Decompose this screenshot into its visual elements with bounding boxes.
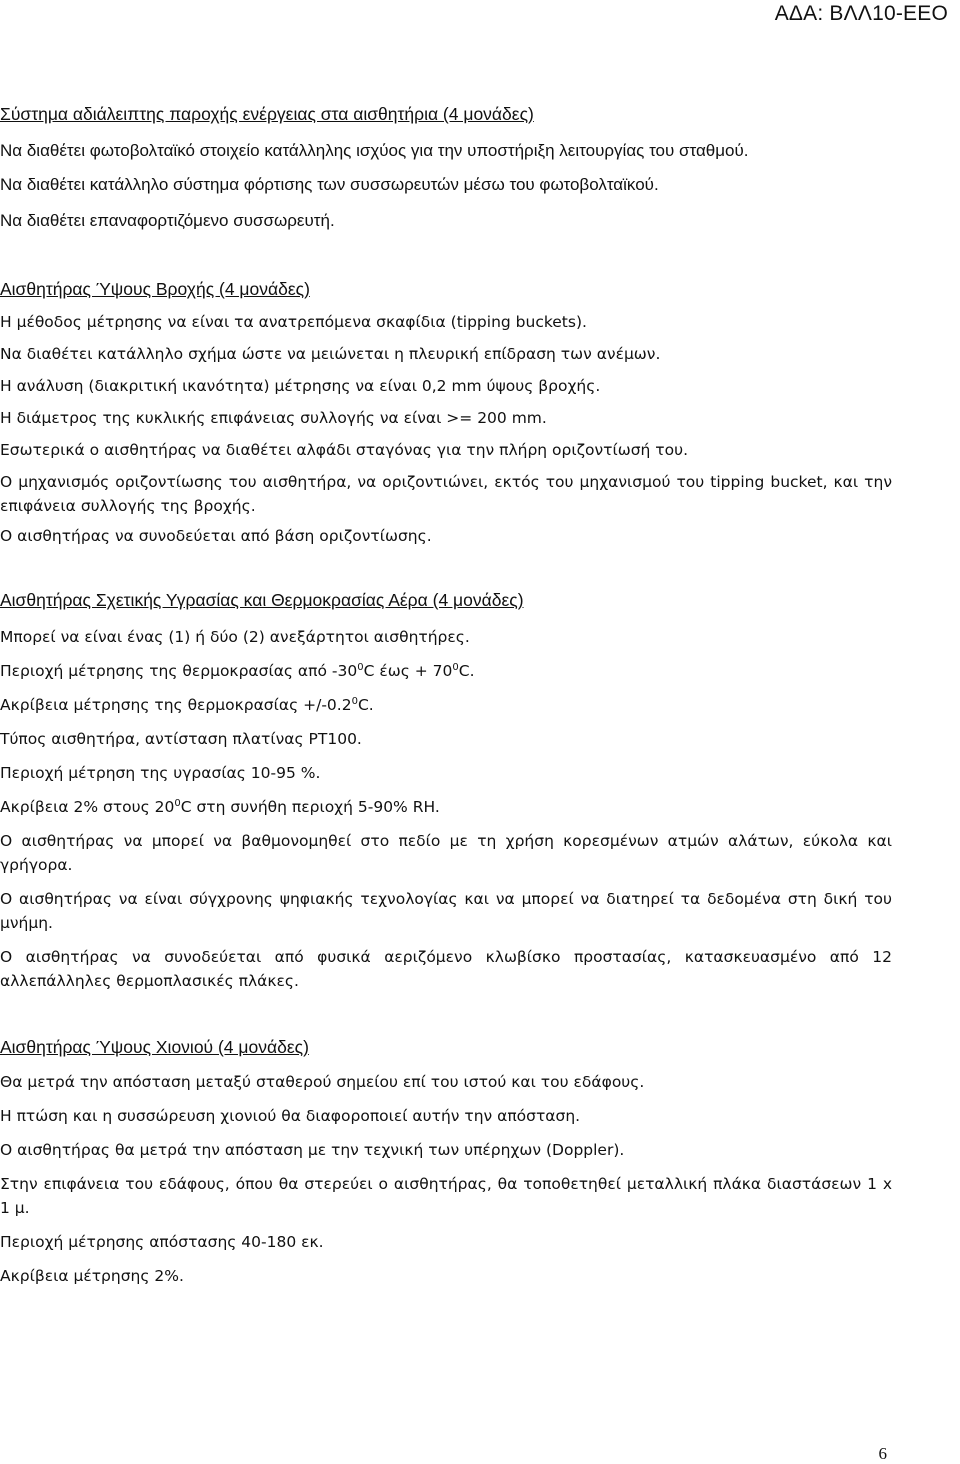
section-rain-gauge (0, 279, 892, 548)
spec-line-temperature-range (0, 659, 892, 683)
spec-line: Θα μετρά την απόσταση μεταξύ σταθερού σημείου επί του ιστού και του εδάφους. (0, 1073, 645, 1091)
spec-line: Ο μηχανισμός οριζοντίωσης του αισθητήρα, να οριζοντιώνει, εκτός του μηχανισμού του tipping bucket, και την επιφάνεια συλλογής της βροχής. (0, 473, 892, 515)
spec-line: Εσωτερικά ο αισθητήρας να διαθέτει αλφάδι σταγόνας για την πλήρη οριζοντίωσή του. (0, 441, 689, 459)
spec-line-temperature-accuracy (0, 693, 892, 717)
spec-line: Περιοχή μέτρηση της υγρασίας 10-95 %. (0, 764, 321, 782)
section-title: Σύστημα αδιάλειπτης παροχής ενέργειας στα αισθητήρια (4 μονάδες) (0, 104, 534, 124)
document-body (0, 104, 892, 1288)
temp-range-text-b: C έως + 70 (363, 662, 453, 680)
humidity-accuracy-text-b: C στη συνήθη περιοχή 5-90% RH. (180, 798, 440, 816)
degree-superscript: 0 (351, 696, 358, 707)
spec-line: Η ανάλυση (διακριτική ικανότητα) μέτρησης να είναι 0,2 mm ύψους βροχής. (0, 377, 601, 395)
degree-superscript: 0 (357, 662, 364, 673)
spec-line: Να διαθέτει κατάλληλο σχήμα ώστε να μειώνεται η πλευρική επίδραση των ανέμων. (0, 345, 661, 363)
section-title: Αισθητήρας Ύψους Βροχής (4 μονάδες) (0, 279, 310, 299)
section-humidity-temperature (0, 590, 892, 993)
temp-accuracy-text-b: C. (357, 696, 374, 714)
spec-line: Στην επιφάνεια του εδάφους, όπου θα στερεύει ο αισθητήρας, θα τοποθετηθεί μεταλλική πλάκα διαστάσεων 1 x 1 μ. (0, 1175, 892, 1217)
spec-line: Ο αισθητήρας να συνοδεύεται από βάση οριζοντίωσης. (0, 527, 432, 545)
document-id-header: ΑΔΑ: ΒΛΛ10-ΕΕΟ (774, 2, 948, 25)
spec-line: Να διαθέτει φωτοβολταϊκό στοιχείο κατάλληλης ισχύος για την υποστήριξη λειτουργίας του σταθμού. (0, 141, 749, 160)
spec-line: Περιοχή μέτρησης απόστασης 40-180 εκ. (0, 1233, 324, 1251)
spec-line: Μπορεί να είναι ένας (1) ή δύο (2) ανεξάρτητοι αισθητήρες. (0, 628, 470, 646)
spec-line: Να διαθέτει κατάλληλο σύστημα φόρτισης των συσσωρευτών μέσω του φωτοβολταϊκού. (0, 175, 659, 194)
degree-superscript: 0 (174, 798, 181, 809)
temp-accuracy-text-a: Ακρίβεια μέτρησης της θερμοκρασίας +/-0.2 (0, 696, 352, 714)
temp-range-text-c: C. (458, 662, 475, 680)
page-number: 6 (878, 1444, 887, 1463)
section-title: Αισθητήρας Ύψους Χιονιού (4 μονάδες) (0, 1037, 309, 1057)
spec-line: Τύπος αισθητήρα, αντίσταση πλατίνας PT100. (0, 730, 362, 748)
spec-line: Ο αισθητήρας να συνοδεύεται από φυσικά αεριζόμενο κλωβίσκο προστασίας, κατασκευασμένο από 12 αλλεπάλληλες θερμοπλασικές πλάκες. (0, 948, 892, 990)
spec-line: Η διάμετρος της κυκλικής επιφάνειας συλλογής να είναι >= 200 mm. (0, 409, 547, 427)
spec-line: Ο αισθητήρας να μπορεί να βαθμονομηθεί στο πεδίο με τη χρήση κορεσμένων ατμών αλάτων, εύκολα και γρήγορα. (0, 832, 892, 874)
spec-line: Η μέθοδος μέτρησης να είναι τα ανατρεπόμενα σκαφίδια (tipping buckets). (0, 313, 587, 331)
section-power-supply (0, 104, 892, 233)
spec-line: Ο αισθητήρας θα μετρά την απόσταση με την τεχνική των υπέρηχων (Doppler). (0, 1141, 625, 1159)
section-snow-depth (0, 1037, 892, 1288)
degree-superscript: 0 (452, 662, 459, 673)
spec-line: Η πτώση και η συσσώρευση χιονιού θα διαφοροποιεί αυτήν την απόσταση. (0, 1107, 581, 1125)
spec-line: Να διαθέτει επαναφορτιζόμενο συσσωρευτή. (0, 211, 335, 230)
spec-line: Ακρίβεια μέτρησης 2%. (0, 1267, 184, 1285)
temp-range-text-a: Περιοχή μέτρησης της θερμοκρασίας από -30 (0, 662, 358, 680)
section-title: Αισθητήρας Σχετικής Υγρασίας και Θερμοκρασίας Αέρα (4 μονάδες) (0, 590, 524, 610)
spec-line-humidity-accuracy (0, 795, 892, 819)
humidity-accuracy-text-a: Ακρίβεια 2% στους 20 (0, 798, 175, 816)
spec-line: Ο αισθητήρας να είναι σύγχρονης ψηφιακής τεχνολογίας και να μπορεί να διατηρεί τα δεδομένα στη δική του μνήμη. (0, 890, 892, 932)
